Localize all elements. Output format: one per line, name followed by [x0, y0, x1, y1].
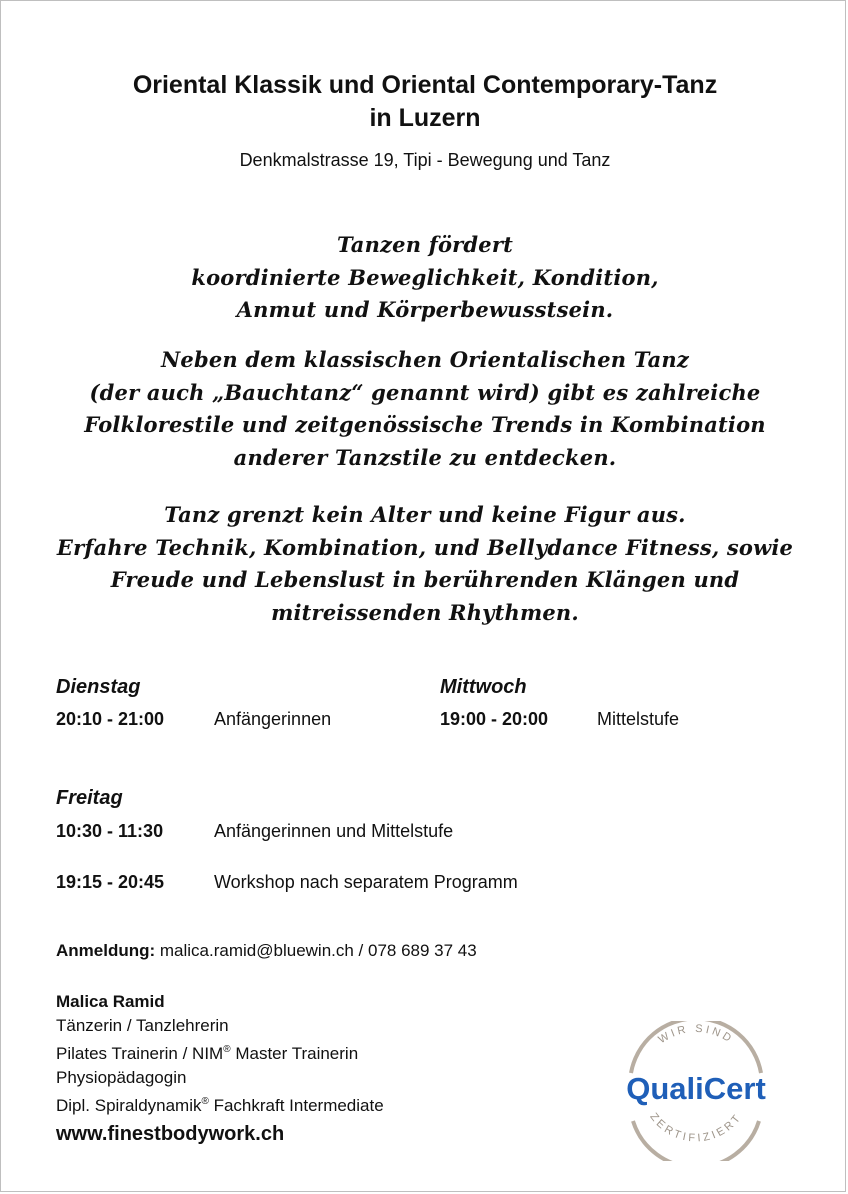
time-friday-1: 10:30 - 11:30 — [56, 821, 164, 841]
bio-text: Dipl. Spiraldynamik — [56, 1096, 202, 1115]
intro-paragraph-1 — [1, 229, 848, 327]
day-friday: Freitag — [56, 787, 123, 809]
title-line-2: in Luzern — [369, 104, 481, 132]
registered-mark: ® — [223, 1044, 231, 1055]
level-wednesday: Mittelstufe — [597, 709, 680, 729]
intro-line: Erfahre Technik, Kombination, und Bellydance Fitness, sowie — [56, 534, 794, 560]
bio-text: Master Trainerin — [230, 1044, 359, 1063]
time-wednesday: 19:00 - 20:00 — [440, 709, 549, 729]
level-tuesday: Anfängerinnen — [214, 709, 332, 729]
time-friday-2: 19:15 - 20:45 — [56, 872, 165, 892]
bio-line — [56, 1038, 384, 1066]
intro-line: Anmut und Körperbewusstsein. — [236, 297, 614, 322]
intro-line: Folklorestile und zeitgenössische Trends in Kombination — [84, 412, 766, 437]
intro-line: koordinierte Beweglichkeit, Kondition, — [191, 264, 659, 290]
level-friday-1: Anfängerinnen und Mittelstufe — [214, 821, 454, 841]
intro-line: Freude und Lebenslust in berührenden Klängen und — [110, 567, 740, 592]
logo-bottom-text: ZERTIFIZIERT — [647, 1110, 745, 1145]
bio-line: Physiopädagogin — [56, 1068, 187, 1087]
intro-paragraph-3 — [1, 499, 848, 629]
intro-line: Tanzen fördert — [336, 232, 514, 257]
intro-line: Neben dem klassischen Orientalischen Tanz — [161, 347, 689, 372]
instructor-bio — [56, 990, 384, 1118]
day-tuesday: Dienstag — [56, 676, 141, 698]
bio-line — [56, 1090, 384, 1118]
intro-line: (der auch „Bauchtanz“ genannt wird) gibt es zahlreiche — [89, 379, 761, 405]
bio-text: Pilates Trainerin / NIM — [56, 1044, 224, 1063]
title-line-1: Oriental Klassik und Oriental Contemporary-Tanz — [132, 71, 718, 99]
intro-line: mitreissenden Rhythmen. — [271, 599, 579, 625]
qualicert-logo — [601, 1021, 791, 1161]
day-wednesday: Mittwoch — [440, 676, 527, 698]
level-friday-2: Workshop nach separatem Programm — [214, 872, 518, 892]
address-subtitle: Denkmalstrasse 19, Tipi - Bewegung und Tanz — [239, 150, 611, 170]
logo-brand: QualiCert — [626, 1071, 766, 1106]
time-tuesday: 20:10 - 21:00 — [56, 709, 165, 729]
logo-top-text: WIR SIND — [656, 1022, 736, 1047]
instructor-name: Malica Ramid — [56, 992, 165, 1011]
registration — [56, 941, 477, 961]
website-link[interactable]: www.finestbodywork.ch — [56, 1123, 285, 1145]
intro-line: Tanz grenzt kein Alter und keine Figur aus. — [164, 502, 686, 527]
intro-line: anderer Tanzstile zu entdecken. — [233, 444, 617, 470]
page-title — [1, 69, 848, 135]
intro-paragraph-2 — [1, 344, 848, 474]
bio-line: Tänzerin / Tanzlehrerin — [56, 1016, 229, 1035]
registration-label: Anmeldung: — [56, 941, 156, 960]
registered-mark: ® — [201, 1096, 209, 1107]
registration-contact[interactable]: malica.ramid@bluewin.ch / 078 689 37 43 — [159, 941, 477, 960]
bio-text: Fachkraft Intermediate — [208, 1096, 384, 1115]
